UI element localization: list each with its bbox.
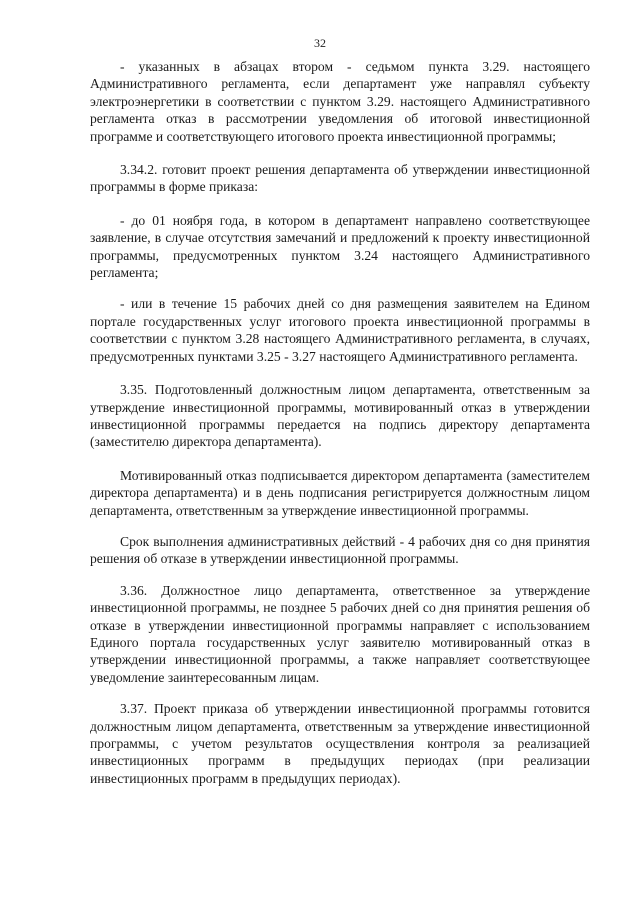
paragraph-3-35: 3.35. Подготовленный должностным лицом департамента, ответственным за утверждение инвестиционной программы, мотивированный отказ в утверждении инвестиционной программы передается на подпись директору департамента (заместителю директора департамента). [90,382,590,450]
paragraph-refusal-signing: Мотивированный отказ подписывается директором департамента (заместителем директора департамента) и в день подписания регистрируется должностным лицом департамента, ответственным за утверждение инвестиционной программы. [90,467,590,518]
paragraph-refusal-grounds: - указанных в абзацах втором - седьмом пункта 3.29. настоящего Административного регламента, если департамент уже направлял субъекту электроэнергетики в соответствии с пунктом 3.29. настоящего Административного регламента отказ в рассмотрении уведомления об итоговой инвестиционной программе и соответствующего итогового проекта инвестиционной программы; [90,59,590,144]
page-number: 32 [314,36,326,50]
document-body [90,58,590,787]
paragraph-3-36: 3.36. Должностное лицо департамента, ответственное за утверждение инвестиционной программы, не позднее 5 рабочих дней со дня принятия решения об отказе в утверждении инвестиционной программы направляет с использованием Единого портала государственных услуг заявителю мотивированный отказ в утверждении инвестиционной программы, а также направляет соответствующее уведомление заинтересованным лицам. [90,582,590,685]
paragraph-3-37: 3.37. Проект приказа об утверждении инвестиционной программы готовится должностным лицом департамента, ответственным за утверждение инвестиционной программы, с учетом результатов осуществления контроля за реализацией инвестиционных программ в предыдущих периодах (при реализации инвестиционных программ в предыдущих периодах). [90,701,590,786]
paragraph-deadline-15-days: - или в течение 15 рабочих дней со дня размещения заявителем на Едином портале государственных услуг итогового проекта инвестиционной программы в соответствии с пунктом 3.28 настоящего Административного регламента, в случаях, предусмотренных пунктами 3.25 - 3.27 настоящего Административного регламента. [90,296,590,364]
paragraph-deadline-november: - до 01 ноября года, в котором в департамент направлено соответствующее заявление, в случае отсутствия замечаний и предложений к проекту инвестиционной программы, предусмотренных пунктом 3.24 настоящего Административного регламента; [90,212,590,281]
paragraph-action-deadline: Срок выполнения административных действий - 4 рабочих дня со дня принятия решения об отказе в утверждении инвестиционной программы. [90,533,590,567]
paragraph-3-34-2: 3.34.2. готовит проект решения департамента об утверждении инвестиционной программы в форме приказа: [90,162,590,195]
